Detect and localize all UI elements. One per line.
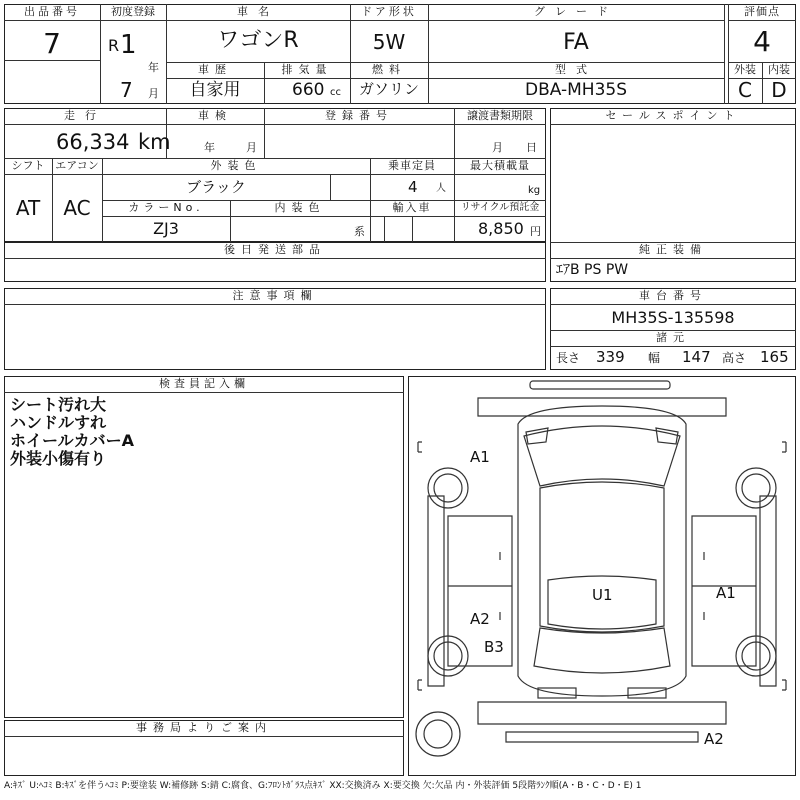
capacity-label: 乗車定員	[388, 159, 436, 172]
inspector-note: ハンドルすれ	[10, 413, 107, 432]
car-name-value: ワゴンR	[217, 28, 299, 53]
chassis-value: MH35S-135598	[611, 308, 735, 327]
transfer-deadline-label: 譲渡書類期限	[467, 109, 533, 122]
score-label: 評価点	[744, 5, 780, 18]
month-unit: 月	[148, 87, 159, 100]
first-registration-label: 初度登録	[111, 5, 155, 18]
interior-grade-label: 内装	[768, 63, 790, 76]
max-load-unit: kg	[528, 185, 541, 196]
car-diagram	[408, 376, 796, 776]
exterior-grade-label: 外装	[734, 63, 756, 76]
interior-color-label: 内装色	[274, 201, 326, 214]
inspector-label: 検査員記入欄	[159, 377, 249, 390]
mileage-label: 走行	[64, 109, 106, 122]
damage-mark: A2	[470, 610, 490, 628]
recycle-label: リサイクル預託金	[460, 202, 540, 213]
grade-value: FA	[563, 30, 589, 55]
transfer-day-unit: 日	[526, 141, 537, 154]
color-number-value: ZJ3	[153, 219, 179, 238]
era-value: R	[108, 36, 120, 55]
color-number-label: カラーNo.	[128, 201, 204, 214]
lot-label: 出品番号	[24, 5, 80, 18]
damage-mark: B3	[484, 638, 504, 656]
interior-color-suffix: 系	[354, 225, 365, 238]
damage-mark: A1	[716, 584, 736, 602]
exterior-grade-value: C	[738, 78, 752, 102]
lot-value: 7	[43, 27, 61, 60]
vehicle-detail-table	[4, 108, 546, 242]
exterior-color-label: 外装色	[210, 159, 262, 172]
legend-text: A:ｷｽﾞ U:ﾍｺﾐ B:ｷｽﾞを伴うﾍｺﾐ P:要塗装 W:補修跡 S:錆 C:腐食、G:ﾌﾛﾝﾄｶﾞﾗｽ点ｷｽﾞ XX:交換済み X:要交換 欠:欠品 内・外装評価 5段階ﾗﾝｸ順(A・B・C・D・E) 1	[4, 781, 642, 791]
year-value: 1	[120, 30, 137, 60]
displacement-label: 排気量	[281, 63, 333, 76]
recycle-unit: 円	[530, 225, 541, 238]
caution-label: 注意事項欄	[232, 289, 318, 302]
shift-label: シフト	[11, 159, 45, 172]
damage-mark: A1	[470, 448, 490, 466]
equipment-value: ｴｱB PS PW	[556, 262, 629, 278]
equipment-label: 純正装備	[639, 243, 707, 256]
grade-label: グレード	[534, 5, 618, 18]
inspection-year-unit: 年	[204, 141, 215, 154]
length-label: 長さ	[556, 351, 581, 365]
displacement-value: 660	[292, 80, 325, 100]
fuel-value: ガソリン	[358, 80, 419, 98]
exterior-color-value: ブラック	[186, 178, 246, 196]
month-value: 7	[120, 78, 133, 102]
max-load-label: 最大積載量	[470, 159, 530, 172]
import-label: 輸入車	[392, 201, 432, 214]
fuel-label: 燃料	[372, 63, 406, 76]
inspector-note: 外装小傷有り	[10, 449, 107, 468]
model-value: DBA-MH35S	[524, 80, 628, 100]
width-value: 147	[682, 348, 711, 366]
interior-grade-value: D	[771, 78, 787, 102]
length-value: 339	[596, 348, 625, 366]
chassis-label: 車台番号	[639, 289, 707, 302]
displacement-unit: cc	[330, 87, 341, 98]
damage-mark: U1	[592, 586, 613, 604]
shift-value: AT	[15, 196, 41, 220]
transfer-month-unit: 月	[492, 141, 503, 154]
dims-label: 諸元	[656, 331, 690, 344]
door-value: 5W	[372, 30, 406, 54]
inspection-label: 車検	[198, 109, 232, 122]
model-label: 型式	[555, 63, 597, 76]
height-value: 165	[760, 348, 789, 366]
recycle-value: 8,850	[478, 219, 524, 238]
car-name-label: 車名	[237, 5, 279, 18]
office-label: 事務局よりご案内	[136, 721, 272, 734]
width-label: 幅	[648, 351, 661, 365]
door-label: ドア形状	[361, 5, 417, 18]
mileage-value: 66,334	[56, 130, 130, 154]
history-label: 車歴	[198, 63, 232, 76]
inspector-note: シート汚れ大	[10, 395, 107, 414]
inspector-note: ホイールカバーA	[10, 431, 135, 450]
later-parts-label: 後日発送部品	[224, 243, 326, 256]
capacity-value: 4	[408, 178, 418, 196]
registration-number-label: 登録番号	[325, 109, 393, 122]
year-unit: 年	[148, 61, 159, 74]
history-value: 自家用	[189, 80, 241, 100]
height-label: 高さ	[722, 351, 747, 365]
aircon-value: AC	[63, 196, 91, 220]
score-value: 4	[753, 25, 771, 58]
sales-point-label: セールスポイント	[605, 109, 741, 122]
aircon-label: エアコン	[55, 159, 99, 172]
inspection-month-unit: 月	[246, 141, 257, 154]
damage-mark: A2	[704, 730, 724, 748]
mileage-unit: km	[138, 130, 171, 154]
capacity-unit: 人	[436, 183, 446, 194]
inspector-notes	[10, 396, 134, 468]
